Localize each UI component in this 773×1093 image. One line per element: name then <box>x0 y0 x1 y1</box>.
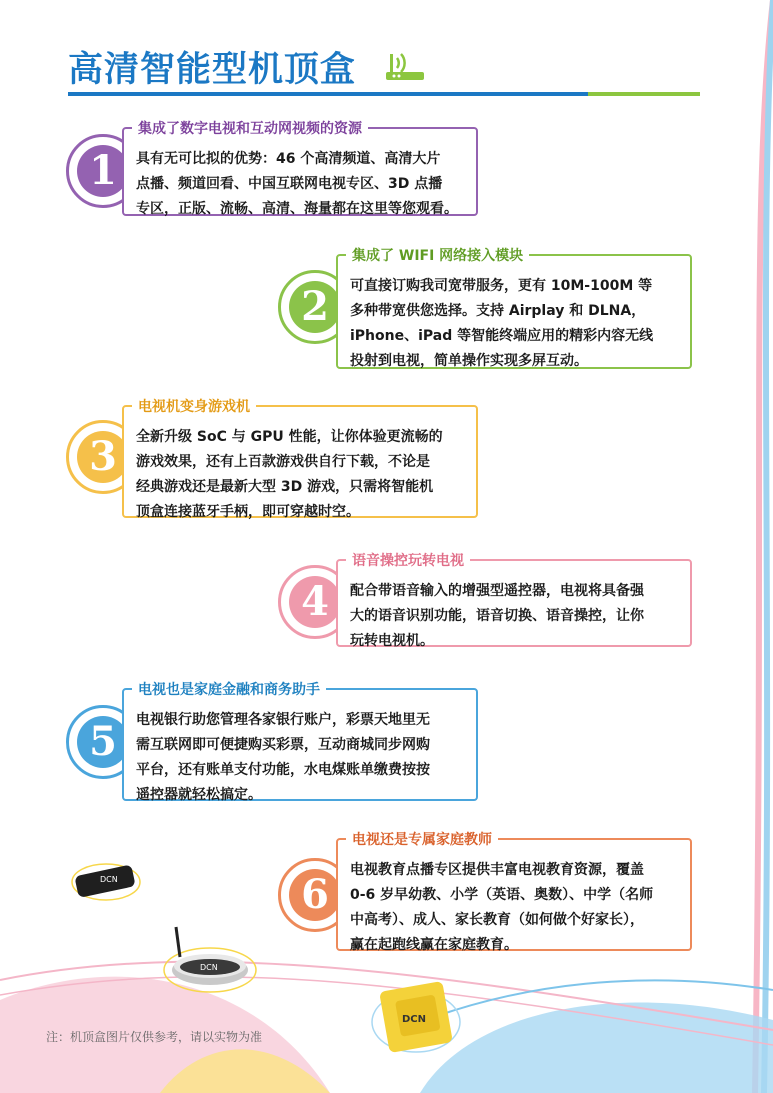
feature-box-2 <box>336 248 692 369</box>
title-divider-accent <box>588 92 700 96</box>
svg-text:DCN: DCN <box>402 1014 427 1025</box>
feature-number-1: 1 <box>66 134 140 208</box>
feature-box-3 <box>122 399 478 520</box>
feature-box-1 <box>122 121 478 217</box>
grey-router <box>160 925 258 997</box>
feature-heading: 集成了数字电视和互动网视频的资源 <box>132 118 368 138</box>
yellow-set-top-box <box>368 968 464 1064</box>
feature-heading: 电视也是家庭金融和商务助手 <box>132 679 326 699</box>
feature-number-5: 5 <box>66 705 140 779</box>
page-title: 高清智能型机顶盒 <box>68 50 357 90</box>
feature-heading: 集成了 WIFI 网络接入模块 <box>346 245 529 265</box>
feature-number-3: 3 <box>66 420 140 494</box>
feature-text: 电视教育点播专区提供丰富电视教育资源，覆盖 0-6 岁早幼教、小学（英语、奥数）、中学（名师 中高考）、成人、家长教育（如何做个好家长）， 赢在起跑线赢在家庭教育。 <box>350 862 654 953</box>
feature-heading: 电视还是专属家庭教师 <box>346 829 498 849</box>
feature-text: 配合带语音输入的增强型遥控器，电视将具备强 大的语音识别功能，语音切换、语音操控，让你 玩转电视机。 <box>350 583 644 649</box>
feature-box-4 <box>336 553 692 649</box>
feature-heading: 电视机变身游戏机 <box>132 396 256 416</box>
title-divider <box>68 92 588 96</box>
feature-text: 具有无可比拟的优势：46 个高清频道、高清大片 点播、频道回看、中国互联网电视专区、3D 点播 专区，正版、流畅、高清、海量都在这里等您观看。 <box>136 151 458 217</box>
feature-text: 可直接订购我司宽带服务，更有 10M-100M 等 多种带宽供您选择。支持 Airplay 和 DLNA， iPhone、iPad 等智能终端应用的精彩内容无线 投射到电视，简单操作实现多屏互动。 <box>350 278 654 369</box>
disclaimer-note: 注：机顶盒图片仅供参考，请以实物为准 <box>46 1030 263 1044</box>
black-set-top-box <box>70 858 142 904</box>
router-wifi-icon <box>382 44 426 84</box>
svg-text:DCN: DCN <box>200 963 218 972</box>
feature-number-2: 2 <box>278 270 352 344</box>
feature-heading: 语音操控玩转电视 <box>346 550 470 570</box>
svg-text:DCN: DCN <box>100 875 118 884</box>
feature-text: 电视银行助您管理各家银行账户，彩票天地里无 需互联网即可便捷购买彩票，互动商城同步网购 平台，还有账单支付功能，水电煤账单缴费按按 遥控器就轻松搞定。 <box>136 712 430 803</box>
feature-number-6: 6 <box>278 858 352 932</box>
decorative-stripes <box>740 0 773 1093</box>
feature-number-4: 4 <box>278 565 352 639</box>
feature-text: 全新升级 SoC 与 GPU 性能，让你体验更流畅的 游戏效果，还有上百款游戏供自行下载，不论是 经典游戏还是最新大型 3D 游戏，只需将智能机 顶盒连接蓝牙手柄，即可穿越时空。 <box>136 429 443 520</box>
feature-box-6 <box>336 832 692 953</box>
feature-box-5 <box>122 682 478 803</box>
